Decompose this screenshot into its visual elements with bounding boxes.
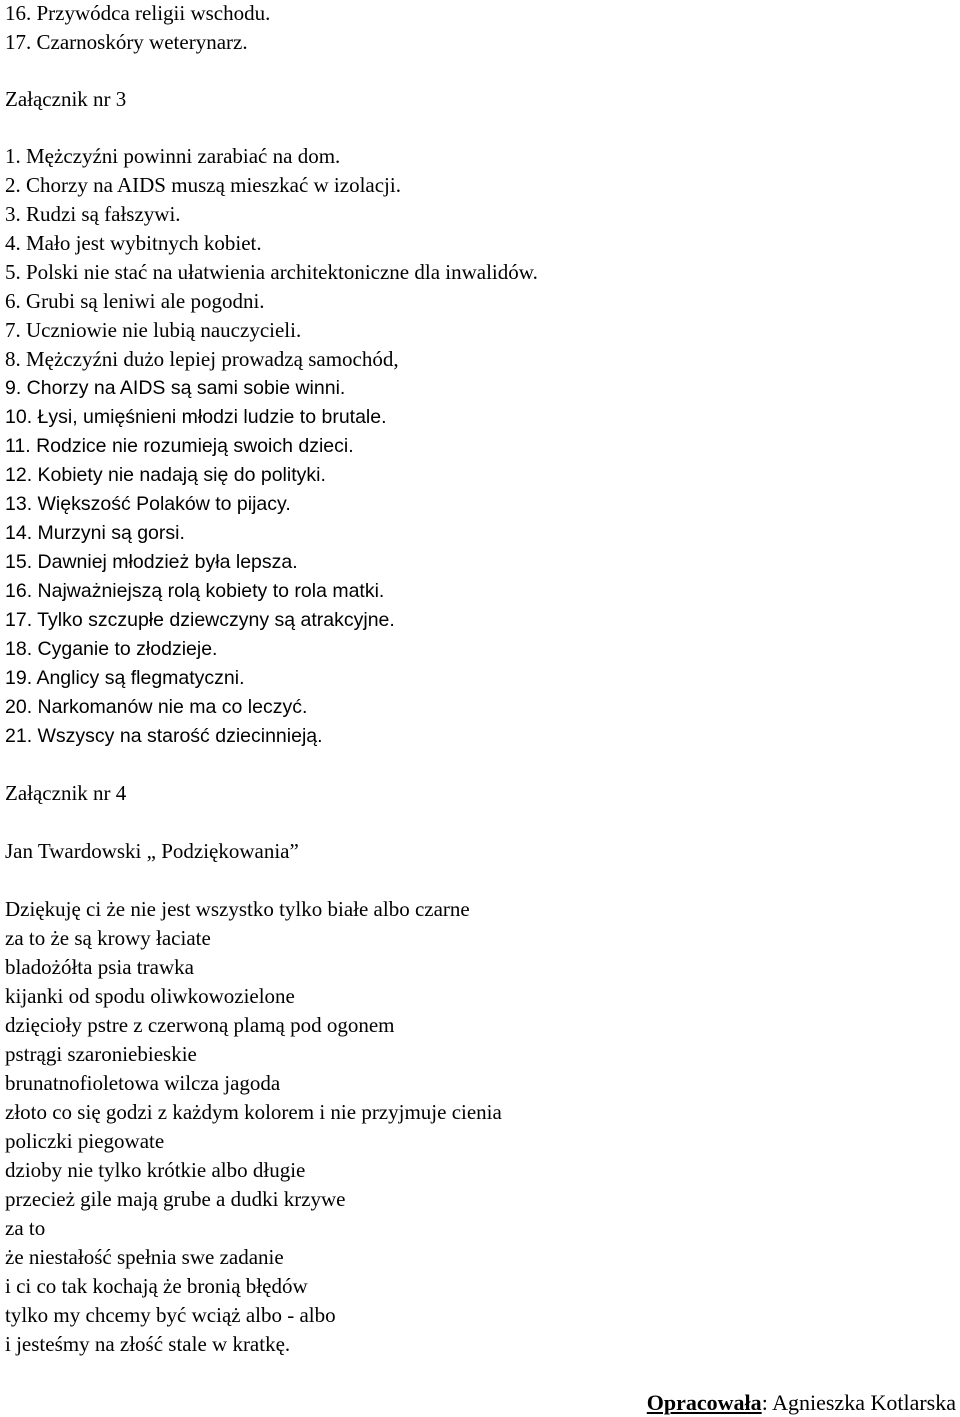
author-credit [647,1388,956,1417]
appendix-3-heading: Załącznik nr 3 [5,87,127,111]
list-item: 15. Dawniej młodzież była lepsza. [5,551,298,573]
list-item: 7. Uczniowie nie lubią nauczycieli. [5,318,302,342]
poem-line: przecież gile mają grube a dudki krzywe [5,1187,346,1211]
list-item: 14. Murzyni są gorsi. [5,522,185,544]
list-item: 17. Tylko szczupłe dziewczyny są atrakcyjne. [5,609,395,631]
list-item: 19. Anglicy są flegmatyczni. [5,667,245,689]
credit-separator: : [761,1390,768,1415]
poem-line: brunatnofioletowa wilcza jagoda [5,1071,281,1095]
list-item: 20. Narkomanów nie ma co leczyć. [5,696,308,718]
list-item: 13. Większość Polaków to pijacy. [5,493,291,515]
intro-list [5,0,270,57]
list-item: 9. Chorzy na AIDS są sami sobie winni. [5,377,346,399]
list-item: 12. Kobiety nie nadają się do polityki. [5,464,326,486]
poem-body [5,895,502,1359]
poem-line: za to że są krowy łaciate [5,926,211,950]
poem-line: i jesteśmy na złość stale w kratkę. [5,1332,291,1356]
poem-line: i ci co tak kochają że bronią błędów [5,1274,308,1298]
list-item: 10. Łysi, umięśnieni młodzi ludzie to brutale. [5,406,387,428]
poem-line: złoto co się godzi z każdym kolorem i nie przyjmuje cienia [5,1100,502,1124]
poem-line: kijanki od spodu oliwkowozielone [5,984,295,1008]
poem-title: Jan Twardowski „ Podziękowania” [5,839,299,863]
list-item: 6. Grubi są leniwi ale pogodni. [5,289,265,313]
poem-line: dzioby nie tylko krótkie albo długie [5,1158,306,1182]
list-item: 5. Polski nie stać na ułatwienia architektoniczne dla inwalidów. [5,260,538,284]
list-item: 16. Najważniejszą rolą kobiety to rola matki. [5,580,385,602]
list-item: 1. Mężczyźni powinni zarabiać na dom. [5,144,341,168]
poem-line: dzięcioły pstre z czerwoną plamą pod ogonem [5,1013,395,1037]
list-item: 2. Chorzy na AIDS muszą mieszkać w izolacji. [5,173,401,197]
list-item: 8. Mężczyźni dużo lepiej prowadzą samochód, [5,347,399,371]
list-item: 11. Rodzice nie rozumieją swoich dzieci. [5,435,354,457]
list-item: 17. Czarnoskóry weterynarz. [5,30,248,54]
list-item: 4. Mało jest wybitnych kobiet. [5,231,262,255]
poem-line: bladożółta psia trawka [5,955,194,979]
credit-label: Opracowała [646,1390,762,1415]
list-item: 3. Rudzi są fałszywi. [5,202,181,226]
poem-line: tylko my chcemy być wciąż albo - albo [5,1303,336,1327]
poem-line: za to [5,1216,46,1240]
poem-line: policzki piegowate [5,1129,165,1153]
poem-line: pstrągi szaroniebieskie [5,1042,197,1066]
list-item: 18. Cyganie to złodzieje. [5,638,218,660]
list-item: 21. Wszyscy na starość dziecinnieją. [5,725,323,747]
appendix-3-list [5,142,538,751]
poem-line: że niestałość spełnia swe zadanie [5,1245,284,1269]
poem-line: Dziękuję ci że nie jest wszystko tylko białe albo czarne [5,897,470,921]
appendix-4-heading: Załącznik nr 4 [5,781,127,805]
credit-author: Agnieszka Kotlarska [772,1390,956,1415]
list-item: 16. Przywódca religii wschodu. [5,1,271,25]
